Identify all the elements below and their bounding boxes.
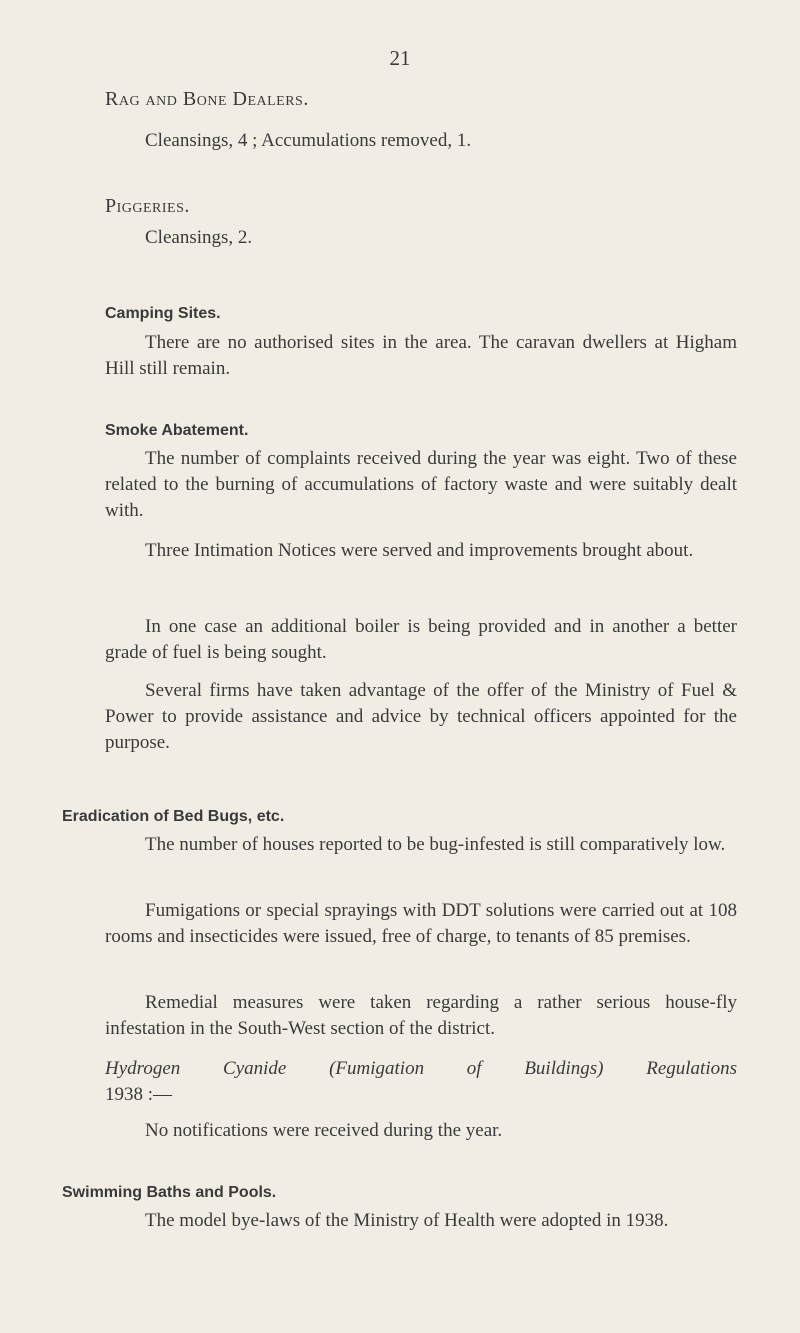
section-heading-bed-bugs: Eradication of Bed Bugs, etc. bbox=[62, 808, 285, 825]
section-heading-swimming: Swimming Baths and Pools. bbox=[62, 1184, 277, 1201]
bed-bugs-paragraph-1: The number of houses reported to be bug-infested is still comparatively low. bbox=[145, 834, 726, 855]
regulation-year: 1938 :— bbox=[105, 1084, 173, 1105]
camping-sites-paragraph: There are no authorised sites in the area. The caravan dwellers at Higham Hill still remain. bbox=[105, 332, 737, 379]
smoke-abatement-paragraph-3: In one case an additional boiler is being provided and in another a better grade of fuel is being sought. bbox=[105, 616, 737, 663]
regulation-title: Hydrogen Cyanide (Fumigation of Buildings) Regulations bbox=[105, 1058, 737, 1079]
piggeries-text: Cleansings, 2. bbox=[145, 227, 253, 248]
swimming-paragraph: The model bye-laws of the Ministry of Health were adopted in 1938. bbox=[145, 1210, 669, 1231]
smoke-abatement-paragraph-1: The number of complaints received during the year was eight. Two of these related to the burning of accumulations of factory waste and were suitably dealt with. bbox=[105, 448, 737, 521]
section-heading-camping-sites: Camping Sites. bbox=[105, 305, 221, 322]
smoke-abatement-paragraph-2: Three Intimation Notices were served and improvements brought about. bbox=[145, 540, 694, 561]
bed-bugs-paragraph-4: No notifications were received during the year. bbox=[145, 1120, 503, 1141]
section-heading-smoke-abatement: Smoke Abatement. bbox=[105, 422, 249, 439]
bed-bugs-paragraph-3: Remedial measures were taken regarding a rather serious house-fly infestation in the South-West section of the district. bbox=[105, 992, 737, 1039]
section-heading-piggeries: Piggeries. bbox=[105, 195, 190, 217]
rag-and-bone-text: Cleansings, 4 ; Accumulations removed, 1. bbox=[145, 130, 472, 151]
bed-bugs-paragraph-2: Fumigations or special sprayings with DDT solutions were carried out at 108 rooms and insecticides were issued, free of charge, to tenants of 85 premises. bbox=[105, 900, 737, 947]
page-number: 21 bbox=[389, 46, 411, 70]
section-heading-rag-and-bone: Rag and Bone Dealers. bbox=[105, 88, 309, 110]
smoke-abatement-paragraph-4: Several firms have taken advantage of the offer of the Ministry of Fuel & Power to provide assistance and advice by technical officers appointed for the purpose. bbox=[105, 680, 737, 753]
